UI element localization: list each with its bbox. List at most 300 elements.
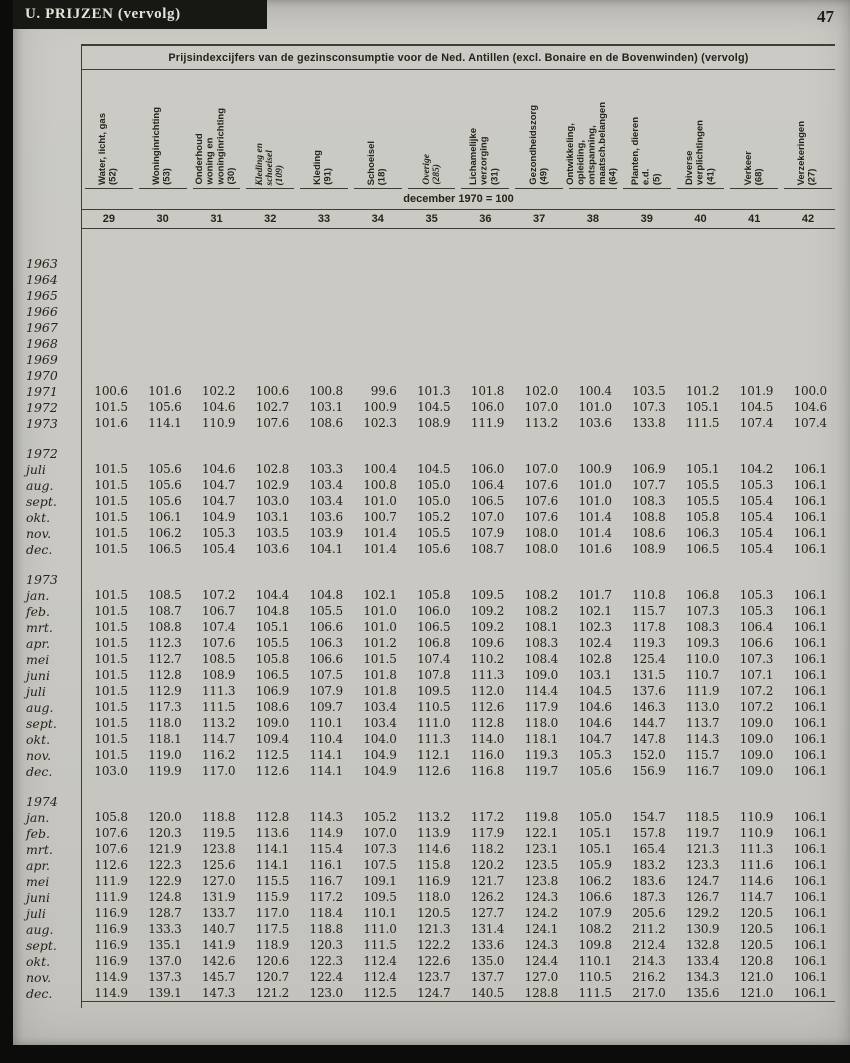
cell: 112.6 [417,764,451,778]
cell: 112.8 [470,716,505,730]
cell: 120.5 [739,938,774,952]
row-label: 1970 [26,367,58,383]
cell: 104.5 [578,684,612,698]
cell: 114.3 [309,810,343,824]
cell: 131.5 [632,668,666,682]
cell: 101.5 [94,748,128,762]
cell: 106.5 [255,668,290,682]
column-header [193,75,241,189]
cell: 121.0 [739,970,774,984]
row-cells [81,445,835,461]
cell: 118.0 [417,890,451,904]
cell: 110.1 [578,954,612,968]
cell: 112.4 [363,954,397,968]
cell: 112.8 [148,668,182,682]
cell: 101.8 [363,668,397,682]
column-header [677,75,725,189]
cell: 101.5 [94,604,128,618]
cell: 134.3 [686,970,720,984]
cell: 103.4 [363,716,397,730]
cell: 104.5 [417,462,451,476]
table-body [21,229,835,1001]
cell: 216.2 [632,970,666,984]
cell: 106.1 [793,810,827,824]
cell: 124.3 [524,938,559,952]
row-label: 1974 [26,793,58,809]
cell: 111.5 [686,416,720,430]
row-cells [81,779,835,793]
cell: 108.2 [524,588,559,602]
cell: 106.5 [470,494,505,508]
row-label: nov. [26,525,52,541]
column-header-text: Overige (285) [421,154,442,185]
cell: 117.5 [255,922,290,936]
column-number: 33 [317,213,331,225]
row-cells [81,985,835,1001]
row-cells [81,619,835,635]
cell: 106.1 [793,764,827,778]
cell: 124.3 [524,890,559,904]
cell: 139.1 [148,986,182,1000]
table-row [21,731,835,747]
row-cells [81,667,835,683]
cell: 101.6 [94,416,128,430]
column-number: 42 [801,213,815,225]
cell: 115.5 [255,874,290,888]
row-cells [81,461,835,477]
cell: 107.3 [632,400,666,414]
cell: 106.1 [793,954,827,968]
cell: 108.6 [309,416,343,430]
cell: 116.0 [470,748,505,762]
table-row [21,383,835,399]
cell: 105.0 [578,810,612,824]
column-number: 38 [586,213,600,225]
cell: 101.0 [578,494,612,508]
cell: 105.4 [739,542,774,556]
cell: 106.5 [686,542,720,556]
cell: 123.8 [524,874,559,888]
cell: 106.9 [255,684,290,698]
cell: 107.3 [739,652,774,666]
row-cells [81,493,835,509]
column-header-text: Verkeer (68) [742,150,765,185]
cell: 115.9 [255,890,290,904]
row-label: 1972 [26,445,58,461]
cell: 112.5 [363,986,397,1000]
cell: 101.2 [686,384,720,398]
cell: 108.9 [417,416,451,430]
cell: 109.2 [470,604,505,618]
cell: 114.0 [470,732,505,746]
table-row [21,319,835,335]
cell: 105.3 [578,748,612,762]
cell: 106.1 [793,588,827,602]
cell: 129.2 [686,906,720,920]
cell: 100.8 [309,384,343,398]
cell: 118.0 [148,716,182,730]
cell: 103.1 [309,400,343,414]
cell: 103.4 [309,478,343,492]
cell: 104.2 [739,462,774,476]
row-cells [81,905,835,921]
cell: 116.9 [417,874,451,888]
cell: 115.4 [309,842,343,856]
cell: 106.6 [739,636,774,650]
table-row [21,255,835,271]
cell: 106.1 [793,636,827,650]
cell: 105.9 [578,858,612,872]
row-cells [81,635,835,651]
table-row [21,461,835,477]
column-number: 36 [479,213,492,225]
table-row [21,747,835,763]
cell: 101.9 [739,384,774,398]
cell: 121.2 [255,986,290,1000]
cell: 117.3 [148,700,182,714]
row-cells [81,715,835,731]
cell: 109.6 [470,636,505,650]
cell: 100.0 [793,384,827,398]
row-cells [81,747,835,763]
row-cells [81,731,835,747]
cell: 108.3 [632,494,666,508]
cell: 125.4 [632,652,666,666]
row-cells [81,509,835,525]
cell: 111.5 [578,986,612,1000]
cell: 119.7 [524,764,559,778]
cell: 107.4 [739,416,774,430]
cell: 120.2 [470,858,505,872]
cell: 113.0 [686,700,720,714]
cell: 108.3 [686,620,720,634]
row-label: feb. [26,825,50,841]
cell: 126.7 [686,890,720,904]
row-cells [81,383,835,399]
cell: 101.8 [363,684,397,698]
cell: 105.3 [739,604,774,618]
cell: 124.7 [417,986,451,1000]
cell: 133.6 [470,938,505,952]
row-label: dec. [26,985,53,1001]
cell: 108.5 [201,652,236,666]
cell: 104.6 [201,400,236,414]
cell: 115.7 [686,748,720,762]
row-cells [81,873,835,889]
cell: 165.4 [632,842,666,856]
cell: 135.1 [148,938,182,952]
cell: 114.4 [524,684,559,698]
column-header-text: Woninginrichting (53) [151,107,173,185]
cell: 107.0 [363,826,397,840]
row-cells [81,793,835,809]
cell: 103.4 [363,700,397,714]
column-header-text: Kleding (91) [312,150,335,185]
table-row [21,889,835,905]
cell: 114.9 [309,826,343,840]
cell: 106.6 [309,620,343,634]
cell: 114.6 [417,842,451,856]
row-cells [81,683,835,699]
cell: 107.6 [255,416,290,430]
cell: 101.5 [94,636,128,650]
cell: 104.8 [255,604,290,618]
cell: 102.3 [363,416,397,430]
row-label: 1965 [26,287,58,303]
cell: 107.2 [201,588,236,602]
cell: 123.5 [524,858,559,872]
cell: 108.7 [148,604,182,618]
cell: 109.1 [363,874,397,888]
cell: 133.7 [201,906,236,920]
row-cells [81,399,835,415]
cell: 114.9 [94,970,128,984]
cell: 108.6 [632,526,666,540]
cell: 105.6 [148,478,182,492]
cell: 106.1 [793,858,827,872]
cell: 109.5 [363,890,397,904]
cell: 101.0 [363,494,397,508]
column-header [85,75,133,189]
cell: 106.4 [739,620,774,634]
cell: 103.6 [255,542,290,556]
cell: 102.7 [255,400,290,414]
cell: 105.4 [739,494,774,508]
column-headers [82,70,835,189]
cell: 105.1 [686,462,720,476]
row-label: mrt. [26,619,53,635]
cell: 108.8 [148,620,182,634]
cell: 156.9 [632,764,666,778]
cell: 103.1 [578,668,612,682]
cell: 106.1 [793,542,827,556]
table-row [21,603,835,619]
column-header-text: Gezondheidszorg (49) [527,105,550,185]
cell: 116.1 [309,858,343,872]
cell: 120.5 [739,906,774,920]
cell: 118.8 [201,810,236,824]
cell: 112.1 [417,748,451,762]
cell: 110.5 [578,970,612,984]
cell: 101.5 [94,620,128,634]
cell: 108.0 [524,542,559,556]
row-cells [81,841,835,857]
cell: 111.3 [201,684,236,698]
cell: 101.8 [470,384,505,398]
column-number: 41 [748,213,761,225]
cell: 110.2 [470,652,505,666]
cell: 121.9 [148,842,182,856]
cell: 105.6 [417,542,451,556]
cell: 117.2 [309,890,343,904]
cell: 112.8 [255,810,290,824]
cell: 101.5 [94,716,128,730]
cell: 103.5 [632,384,666,398]
column-header [565,75,619,189]
cell: 104.8 [309,588,343,602]
cell: 146.3 [632,700,666,714]
cell: 106.1 [793,842,827,856]
cell: 101.5 [94,684,128,698]
column-header-text: Onderhoud woning en woninginrichting (30) [194,108,238,185]
column-header [730,75,778,189]
section-heading-row [21,793,835,809]
cell: 106.1 [793,938,827,952]
cell: 109.4 [255,732,290,746]
cell: 109.0 [739,748,774,762]
row-label [21,431,81,445]
cell: 104.7 [578,732,612,746]
cell: 106.1 [793,906,827,920]
cell: 103.0 [255,494,290,508]
cell: 103.9 [309,526,343,540]
cell: 112.6 [94,858,128,872]
row-label: dec. [26,763,53,779]
cell: 101.5 [363,652,397,666]
row-cells [81,415,835,431]
cell: 110.4 [309,732,343,746]
table-row [21,937,835,953]
cell: 101.2 [363,636,397,650]
row-label: feb. [26,603,50,619]
row-label: mei [26,873,50,889]
cell: 100.9 [363,400,397,414]
column-header [354,75,402,189]
cell: 116.8 [470,764,505,778]
cell: 114.1 [148,416,182,430]
row-label: 1972 [26,399,58,415]
column-number: 39 [640,213,653,225]
row-label: mei [26,651,50,667]
cell: 105.5 [417,526,451,540]
cell: 117.9 [524,700,559,714]
cell: 119.3 [632,636,666,650]
cell: 106.5 [148,542,182,556]
column-header [515,75,563,189]
cell: 110.5 [417,700,451,714]
cell: 212.4 [632,938,666,952]
column-header-text: Water, licht, gas (52) [97,113,119,185]
cell: 123.3 [686,858,720,872]
row-cells [81,335,835,351]
cell: 101.5 [94,542,128,556]
table-row [21,619,835,635]
cell: 126.2 [470,890,505,904]
cell: 106.1 [793,922,827,936]
cell: 106.1 [793,732,827,746]
cell: 111.0 [417,716,451,730]
cell: 140.5 [470,986,505,1000]
row-cells [81,431,835,445]
cell: 105.1 [578,842,612,856]
cell: 108.4 [524,652,559,666]
cell: 105.5 [255,636,290,650]
cell: 108.8 [632,510,666,524]
cell: 183.6 [632,874,666,888]
cell: 102.8 [255,462,290,476]
cell: 107.6 [94,842,128,856]
row-label: aug. [26,477,54,493]
cell: 118.5 [686,810,720,824]
cell: 101.5 [94,462,128,476]
cell: 101.6 [148,384,182,398]
cell: 100.8 [363,478,397,492]
cell: 106.1 [793,700,827,714]
cell: 115.7 [632,604,666,618]
row-label: okt. [26,953,51,969]
cell: 120.8 [739,954,774,968]
cell: 101.3 [417,384,451,398]
row-label: nov. [26,747,52,763]
cell: 107.9 [470,526,505,540]
column-header [246,75,294,189]
row-cells [81,857,835,873]
cell: 118.2 [470,842,505,856]
cell: 107.6 [524,478,559,492]
cell: 106.1 [793,970,827,984]
cell: 104.6 [793,400,827,414]
cell: 105.6 [148,400,182,414]
cell: 105.5 [686,494,720,508]
cell: 103.6 [578,416,612,430]
cell: 118.1 [148,732,182,746]
table-row [21,683,835,699]
row-label [21,779,81,793]
cell: 118.8 [309,922,343,936]
row-label: sept. [26,715,57,731]
cell: 112.5 [255,748,290,762]
cell: 107.1 [739,668,774,682]
cell: 104.0 [363,732,397,746]
spacer-row [21,779,835,793]
cell: 110.1 [363,906,397,920]
cell: 106.2 [578,874,612,888]
cell: 106.1 [793,604,827,618]
cell: 116.9 [94,922,128,936]
cell: 109.0 [739,716,774,730]
table-row [21,905,835,921]
row-label: juni [26,889,50,905]
cell: 157.8 [632,826,666,840]
row-cells [81,367,835,383]
cell: 107.6 [524,494,559,508]
column-header-text: Ontwikkeling, opleiding, ontspanning, maatsch.belangen (64) [565,102,619,185]
cell: 135.6 [686,986,720,1000]
row-label: 1964 [26,271,58,287]
row-cells [81,571,835,587]
row-cells [81,937,835,953]
section-header-banner [13,0,267,29]
cell: 120.3 [148,826,182,840]
cell: 124.4 [524,954,559,968]
cell: 107.0 [524,462,559,476]
cell: 106.0 [417,604,451,618]
column-number: 30 [156,213,169,225]
cell: 107.2 [739,684,774,698]
cell: 102.9 [255,478,290,492]
cell: 103.0 [94,764,128,778]
cell: 112.4 [363,970,397,984]
table-row [21,763,835,779]
cell: 114.7 [739,890,774,904]
cell: 103.5 [255,526,290,540]
cell: 100.7 [363,510,397,524]
cell: 127.0 [201,874,236,888]
cell: 105.3 [739,588,774,602]
row-cells [81,969,835,985]
table-row [21,809,835,825]
cell: 106.6 [309,652,343,666]
